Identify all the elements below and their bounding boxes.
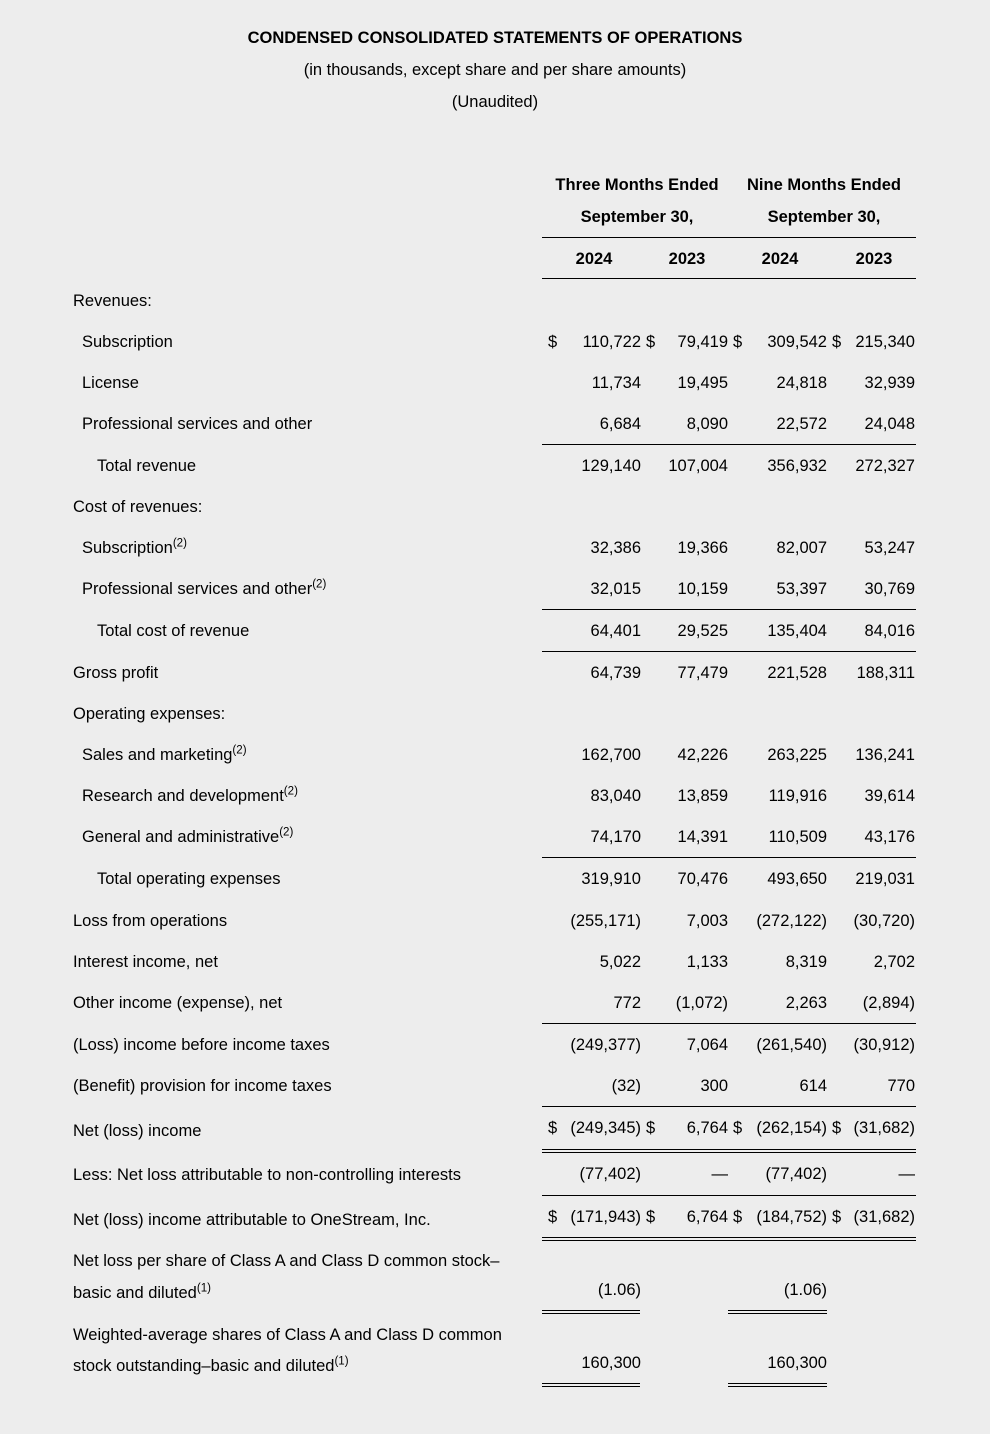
row-label-subscription: Subscription: [82, 333, 173, 351]
dollar-sign: $: [832, 1208, 842, 1226]
cell-value: 309,542: [767, 333, 827, 351]
cell-value: 8,090: [686, 415, 728, 433]
dollar-sign: $: [832, 1119, 842, 1137]
dollar-sign: $: [646, 1208, 656, 1226]
cell-value: 19,495: [677, 374, 728, 392]
cell-value: 43,176: [864, 828, 915, 846]
cell-value: 5,022: [599, 953, 641, 971]
cell-value: 79,419: [677, 333, 728, 351]
subtotal-rule: [542, 1106, 916, 1107]
double-rule: [542, 1149, 916, 1153]
double-rule: [728, 1383, 827, 1387]
nine-months-date: September 30,: [767, 208, 881, 226]
row-label-interest-income: Interest income, net: [73, 953, 218, 971]
cell-value: (30,912): [853, 1036, 915, 1054]
row-label-shares-line2: stock outstanding–basic and diluted$^{(1)}$: [73, 1355, 349, 1375]
year-rule: [542, 278, 916, 279]
cell-value: 300: [700, 1077, 728, 1095]
row-label-net-income-onestream: Net (loss) income attributable to OneStream, Inc.: [73, 1211, 431, 1229]
row-label-net-income: Net (loss) income: [73, 1122, 202, 1140]
cell-value: 772: [613, 994, 641, 1012]
row-label-cost-professional-services: Professional services and other$^{(2)}$: [82, 578, 327, 598]
cell-value: 614: [799, 1077, 827, 1095]
row-label-gross-profit: Gross profit: [73, 664, 159, 682]
section-cost-of-revenues: Cost of revenues:: [73, 498, 203, 516]
cell-value: 6,684: [599, 415, 641, 433]
double-rule: [542, 1383, 640, 1387]
year-header: 2023: [855, 250, 893, 268]
cell-value: (272,122): [756, 912, 827, 930]
header-rule: [542, 237, 916, 238]
subtotal-rule: [542, 609, 916, 610]
cell-value: (30,720): [853, 912, 915, 930]
row-label-professional-services: Professional services and other: [82, 415, 313, 433]
cell-value: 263,225: [767, 746, 827, 764]
cell-value: 53,397: [776, 580, 827, 598]
row-label-income-taxes: (Benefit) provision for income taxes: [73, 1077, 332, 1095]
cell-value: 42,226: [677, 746, 728, 764]
subtotal-rule: [542, 1023, 916, 1024]
nine-months-header: Nine Months Ended: [747, 176, 901, 194]
cell-value: (171,943): [570, 1208, 641, 1226]
row-label-non-controlling-interests: Less: Net loss attributable to non-controlling interests: [73, 1166, 461, 1184]
cell-value: 19,366: [677, 539, 728, 557]
cell-value: —: [711, 1165, 728, 1183]
cell-value: (1,072): [675, 994, 728, 1012]
cell-value: 188,311: [856, 664, 915, 682]
dollar-sign: $: [733, 333, 743, 351]
cell-value: (261,540): [756, 1036, 827, 1054]
three-months-date: September 30,: [580, 208, 694, 226]
cell-value: 1,133: [686, 953, 728, 971]
row-label-research-development: Research and development$^{(2)}$: [82, 785, 298, 805]
cell-value: 7,064: [686, 1036, 728, 1054]
cell-value: 29,525: [677, 622, 728, 640]
statement-title: CONDENSED CONSOLIDATED STATEMENTS OF OPERATIONS: [247, 29, 743, 47]
cell-value: 64,739: [590, 664, 641, 682]
dollar-sign: $: [733, 1119, 743, 1137]
cell-value: 74,170: [590, 828, 641, 846]
cell-value: 6,764: [686, 1208, 728, 1226]
cell-value: 7,003: [686, 912, 728, 930]
cell-value: 221,528: [767, 664, 827, 682]
cell-value: (77,402): [765, 1165, 827, 1183]
row-label-eps-line2: basic and diluted$^{(1)}$: [73, 1282, 211, 1302]
subtotal-rule: [542, 1195, 916, 1196]
section-operating-expenses: Operating expenses:: [73, 705, 226, 723]
three-months-header: Three Months Ended: [555, 176, 719, 194]
footnote-ref: (2): [279, 826, 294, 839]
cell-value: (77,402): [579, 1165, 641, 1183]
row-label-license: License: [82, 374, 139, 392]
cell-value: 24,818: [776, 374, 827, 392]
cell-value: 24,048: [864, 415, 915, 433]
footnote-ref: (2): [172, 537, 187, 550]
cell-value: 13,859: [677, 787, 728, 805]
row-label-sales-marketing: Sales and marketing$^{(2)}$: [82, 744, 247, 764]
subtotal-rule: [542, 444, 916, 445]
cell-value: 770: [887, 1077, 915, 1095]
row-label-other-income: Other income (expense), net: [73, 994, 283, 1012]
dollar-sign: $: [646, 333, 656, 351]
dollar-sign: $: [733, 1208, 743, 1226]
cell-value: 110,509: [768, 828, 827, 846]
cell-value: 11,734: [591, 374, 641, 392]
footnote-ref: (2): [283, 785, 298, 798]
row-label-pretax-income: (Loss) income before income taxes: [73, 1036, 330, 1054]
cell-value: 272,327: [855, 457, 915, 475]
cell-value: 53,247: [864, 539, 915, 557]
cell-value: 107,004: [668, 457, 728, 475]
cell-value: 162,700: [581, 746, 641, 764]
cell-value: (31,682): [853, 1119, 915, 1137]
cell-value: (249,345): [570, 1119, 641, 1137]
cell-value: (32): [611, 1077, 641, 1095]
cell-value: 70,476: [677, 870, 728, 888]
cell-value: (255,171): [570, 912, 641, 930]
year-header: 2024: [761, 250, 799, 268]
cell-value: 2,263: [785, 994, 827, 1012]
cell-value: 14,391: [677, 828, 728, 846]
cell-value: 39,614: [864, 787, 915, 805]
cell-value: 6,764: [686, 1119, 728, 1137]
cell-value: (249,377): [570, 1036, 641, 1054]
row-label-shares-line1: Weighted-average shares of Class A and Class D common: [73, 1326, 502, 1344]
cell-value: 32,939: [864, 374, 915, 392]
cell-value: 83,040: [590, 787, 641, 805]
cell-value: 356,932: [767, 457, 827, 475]
cell-value: 219,031: [855, 870, 915, 888]
cell-value: 160,300: [767, 1354, 827, 1372]
cell-value: 129,140: [581, 457, 641, 475]
dollar-sign: $: [548, 1208, 558, 1226]
cell-value: 135,404: [767, 622, 827, 640]
cell-value: (2,894): [862, 994, 915, 1012]
footnote-ref: (1): [334, 1355, 349, 1368]
year-header: 2023: [668, 250, 706, 268]
cell-value: 136,241: [855, 746, 915, 764]
dollar-sign: $: [832, 333, 842, 351]
cell-value: 119,916: [768, 787, 827, 805]
cell-value: 30,769: [864, 580, 915, 598]
year-header: 2024: [575, 250, 613, 268]
cell-value: (262,154): [756, 1119, 827, 1137]
dollar-sign: $: [548, 1119, 558, 1137]
cell-value: 82,007: [776, 539, 827, 557]
cell-value: —: [898, 1165, 915, 1183]
cell-value: 8,319: [785, 953, 827, 971]
cell-value: 215,340: [855, 333, 915, 351]
cell-value: 84,016: [864, 622, 915, 640]
row-label-general-administrative: General and administrative$^{(2)}$: [82, 826, 294, 846]
cell-value: 77,479: [677, 664, 728, 682]
statement-subtitle: (in thousands, except share and per share amounts): [303, 61, 687, 79]
row-label-total-cost: Total cost of revenue: [97, 622, 250, 640]
row-label-eps-line1: Net loss per share of Class A and Class D common stock–: [73, 1252, 500, 1270]
unaudited-label: (Unaudited): [451, 93, 539, 111]
cell-value: 32,386: [590, 539, 641, 557]
cell-value: 110,722: [582, 333, 641, 351]
cell-value: 64,401: [590, 622, 641, 640]
cell-value: 10,159: [677, 580, 728, 598]
row-label-cost-subscription: Subscription$^{(2)}$: [82, 537, 187, 557]
cell-value: 160,300: [581, 1354, 641, 1372]
cell-value: (1.06): [783, 1281, 827, 1299]
cell-value: 22,572: [776, 415, 827, 433]
double-rule: [728, 1310, 827, 1314]
footnote-ref: (2): [312, 578, 327, 591]
cell-value: (1.06): [597, 1281, 641, 1299]
cell-value: 493,650: [767, 870, 827, 888]
cell-value: 32,015: [590, 580, 641, 598]
cell-value: (184,752): [756, 1208, 827, 1226]
row-label-total-revenue: Total revenue: [97, 457, 197, 475]
dollar-sign: $: [548, 333, 558, 351]
double-rule: [542, 1237, 916, 1241]
section-revenues: Revenues:: [73, 292, 152, 310]
subtotal-rule: [542, 651, 916, 652]
footnote-ref: (2): [232, 744, 247, 757]
row-label-loss-from-operations: Loss from operations: [73, 912, 228, 930]
cell-value: 319,910: [581, 870, 641, 888]
cell-value: (31,682): [853, 1208, 915, 1226]
dollar-sign: $: [646, 1119, 656, 1137]
row-label-total-opex: Total operating expenses: [97, 870, 281, 888]
subtotal-rule: [542, 857, 916, 858]
double-rule: [542, 1310, 640, 1314]
footnote-ref: (1): [196, 1282, 211, 1295]
cell-value: 2,702: [873, 953, 915, 971]
